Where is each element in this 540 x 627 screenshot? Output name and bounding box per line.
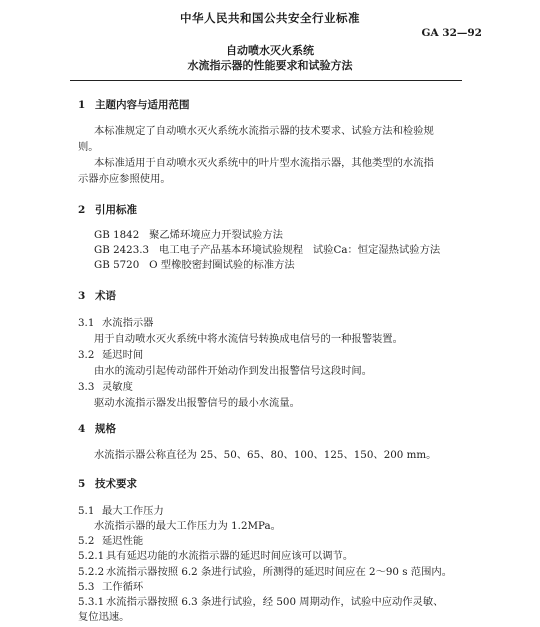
section-number: 4 [78,423,86,435]
term-name: 水流指示器 [102,317,154,329]
section-number: 2 [78,204,86,216]
clause-item [78,594,443,610]
header-rule [70,80,462,81]
section-number: 3 [78,290,86,302]
paragraph-line: 示器亦应参照使用。 [78,173,171,185]
clause-text: 水流指示器按照 6.3 条进行试验，经 500 周期动作，试验中应动作灵敏、 [106,596,444,608]
term-number: 3.3 [78,381,95,393]
paragraph-line: 水流指示器公称直径为 25、50、65、80、100、125、150、200 mm。 [94,449,437,461]
clause-number: 5.2.2 [78,566,105,578]
clause-item [78,548,353,564]
doc-title-line1: 自动喷水灭火系统 [226,44,314,57]
section-title: 规格 [95,423,116,435]
standard-name: 中华人民共和国公共安全行业标准 [180,11,360,25]
term-name: 延迟时间 [102,349,144,361]
section-title: 引用标准 [95,204,137,216]
clause-number: 5.2.1 [78,550,105,562]
term-definition: 由水的流动引起传动部件开始动作到发出报警信号这段时间。 [94,365,373,377]
clause-text: 水流指示器的最大工作压力为 1.2MPa。 [94,520,281,532]
clause-text: 具有延迟功能的水流指示器的延迟时间应该可以调节。 [106,550,354,562]
clause-number: 5.3.1 [78,596,105,608]
paragraph-line: 本标准适用于自动喷水灭火系统中的叶片型水流指示器，其他类型的水流指 [94,157,434,169]
reference-item: GB 1842 聚乙烯环境应力开裂试验方法 [94,229,283,241]
term-definition: 驱动水流指示器发出报警信号的最小水流量。 [94,397,300,409]
term-heading [78,379,133,395]
term-name: 灵敏度 [102,381,133,393]
clause-number: 5.3 [78,581,95,593]
term-heading [78,315,153,331]
term-definition: 用于自动喷水灭火系统中将水流信号转换成电信号的一种报警装置。 [94,333,403,345]
section-title: 术语 [95,290,116,302]
clause-heading [78,533,143,549]
clause-title: 延迟性能 [102,535,144,547]
section-title: 技术要求 [95,478,137,490]
term-number: 3.1 [78,317,95,329]
clause-text: 水流指示器按照 6.2 条进行试验，所测得的延迟时间应在 2～90 s 范围内。 [106,566,452,578]
section-2-heading [78,202,137,217]
clause-number: 5.1 [78,505,95,517]
clause-title: 最大工作压力 [102,505,164,517]
clause-title: 工作循环 [102,581,144,593]
term-heading [78,347,143,363]
paragraph-line: 则。 [78,141,99,153]
section-number: 5 [78,478,86,490]
clause-item [78,564,452,580]
paragraph-line: 本标准规定了自动喷水灭火系统水流指示器的技术要求、试验方法和检验规 [94,125,434,137]
clause-number: 5.2 [78,535,95,547]
clause-text-continued: 复位迅速。 [78,611,130,623]
doc-title-line2: 水流指示器的性能要求和试验方法 [187,59,353,72]
section-1-heading [78,97,190,112]
section-title: 主题内容与适用范围 [95,99,190,111]
reference-item: GB 2423.3 电工电子产品基本环境试验规程 试验Ca：恒定湿热试验方法 [94,244,441,256]
section-5-heading [78,476,137,491]
section-3-heading [78,288,116,303]
clause-heading [78,579,143,595]
section-number: 1 [78,99,86,111]
reference-item: GB 5720 O 型橡胶密封圈试验的标准方法 [94,259,295,271]
section-4-heading [78,421,116,436]
standard-code: GA 32—92 [421,27,482,39]
clause-heading [78,503,164,519]
term-number: 3.2 [78,349,95,361]
